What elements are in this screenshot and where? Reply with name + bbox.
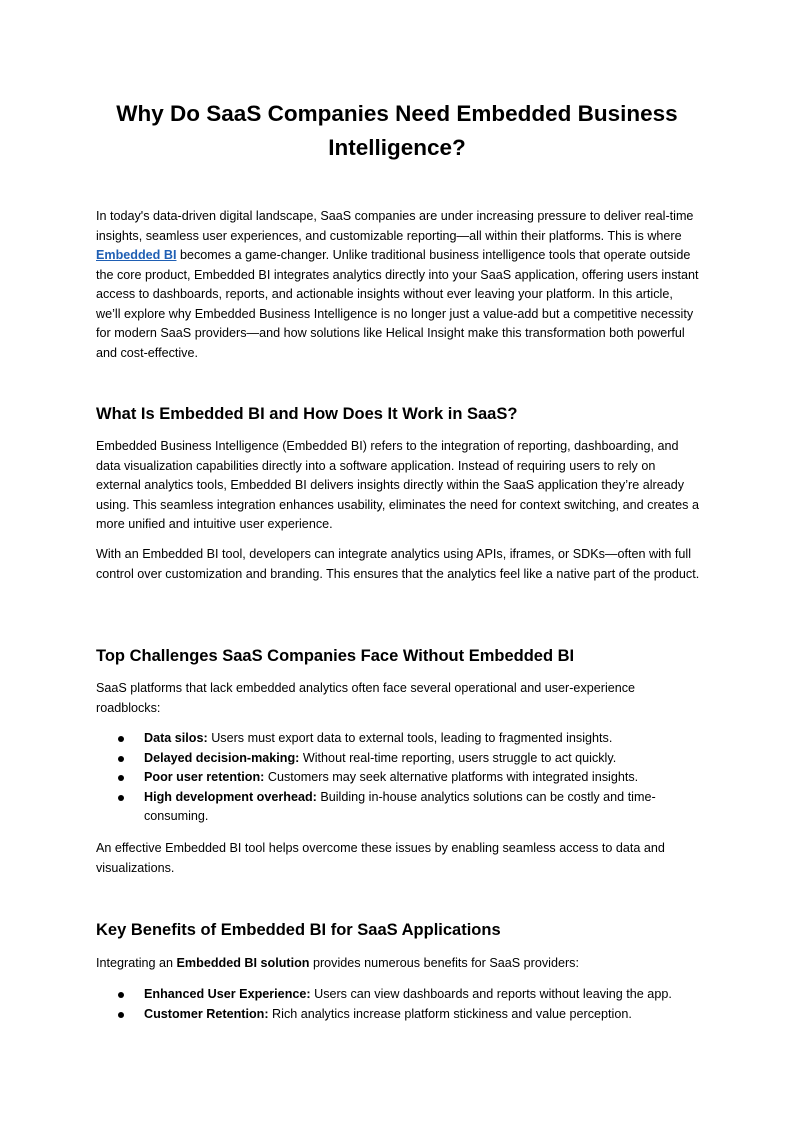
- list-item-bold: Customer Retention:: [144, 1006, 269, 1021]
- section-heading-what-is: What Is Embedded BI and How Does It Work in SaaS?: [96, 405, 518, 423]
- list-item-bold: Delayed decision-making:: [144, 750, 300, 765]
- intro-text-after-link: becomes a game-changer. Unlike traditional business intelligence tools that operate outside the core product, Embedded BI integrates analytics directly into your SaaS application, offering users instant access to dashboards, reports, and actionable insights without ever leaving your platform. In this article, we’ll explore why Embedded Business Intelligence is no longer just a value-add but a competitive necessity for modern SaaS providers—and how solutions like Helical Insight make this transformation both powerful and cost-effective.: [96, 248, 699, 360]
- bullet-icon: [118, 736, 124, 742]
- list-item: [96, 985, 700, 1005]
- section3-intro-after: provides numerous benefits for SaaS providers:: [309, 956, 579, 970]
- bullet-icon: [118, 756, 124, 762]
- bullet-icon: [118, 795, 124, 801]
- section1-paragraph-2: With an Embedded BI tool, developers can integrate analytics using APIs, iframes, or SDKs—often with full control over customization and branding. This ensures that the analytics feel like a native part of the product.: [96, 547, 700, 581]
- benefits-list: [96, 985, 700, 1024]
- list-item: [96, 729, 700, 749]
- list-item-bold: Enhanced User Experience:: [144, 987, 311, 1001]
- list-item-text: Customers may seek alternative platforms with integrated insights.: [264, 770, 639, 784]
- intro-text-before-link: In today's data-driven digital landscape, SaaS companies are under increasing pressure to deliver real-time insights, seamless user experiences, and customizable reporting—all within their platforms. This is where: [96, 209, 694, 243]
- list-item: [96, 768, 700, 788]
- bullet-icon: [118, 775, 124, 781]
- section3-intro: [96, 954, 700, 974]
- list-item-text: Users must export data to external tools, leading to fragmented insights.: [207, 731, 613, 745]
- bullet-icon: [118, 992, 124, 998]
- list-item: [96, 749, 700, 769]
- embedded-bi-link[interactable]: Embedded BI: [96, 248, 177, 262]
- section1-paragraph-1: Embedded Business Intelligence (Embedded BI) refers to the integration of reporting, dashboarding, and data visualization capabilities directly into a software application. Instead of requiring users to rely on external analytics tools, Embedded BI delivers insights directly within the SaaS application they’re already using. This seamless integration enhances usability, eliminates the need for context switching, and creates a more unified and intuitive user experience.: [96, 439, 699, 531]
- section-heading-benefits: Key Benefits of Embedded BI for SaaS Applications: [96, 921, 501, 939]
- section-heading-challenges: Top Challenges SaaS Companies Face Without Embedded BI: [96, 647, 575, 665]
- section3-intro-bold: Embedded BI solution: [176, 956, 310, 970]
- list-item-bold: Poor user retention:: [144, 770, 265, 784]
- bullet-icon: [118, 1012, 124, 1018]
- list-item-text: Without real-time reporting, users struggle to act quickly.: [299, 750, 617, 765]
- list-item-text: Users can view dashboards and reports without leaving the app.: [310, 987, 672, 1001]
- list-item: [96, 1005, 700, 1025]
- list-item-text: Building in-house analytics solutions can be costly and time-consuming.: [144, 789, 656, 823]
- section2-outro: An effective Embedded BI tool helps overcome these issues by enabling seamless access to data and visualizations.: [96, 841, 665, 875]
- section3-intro-before: Integrating an: [96, 956, 177, 970]
- section2-intro: SaaS platforms that lack embedded analytics often face several operational and user-experience roadblocks:: [96, 681, 636, 715]
- list-item: [96, 788, 700, 827]
- page-title: Why Do SaaS Companies Need Embedded Business Intelligence?: [116, 101, 678, 160]
- challenges-list: [96, 729, 700, 827]
- list-item-text: Rich analytics increase platform stickiness and value perception.: [268, 1006, 632, 1021]
- list-item-bold: Data silos:: [144, 731, 208, 745]
- list-item-bold: High development overhead:: [144, 789, 317, 804]
- intro-paragraph: [96, 207, 700, 363]
